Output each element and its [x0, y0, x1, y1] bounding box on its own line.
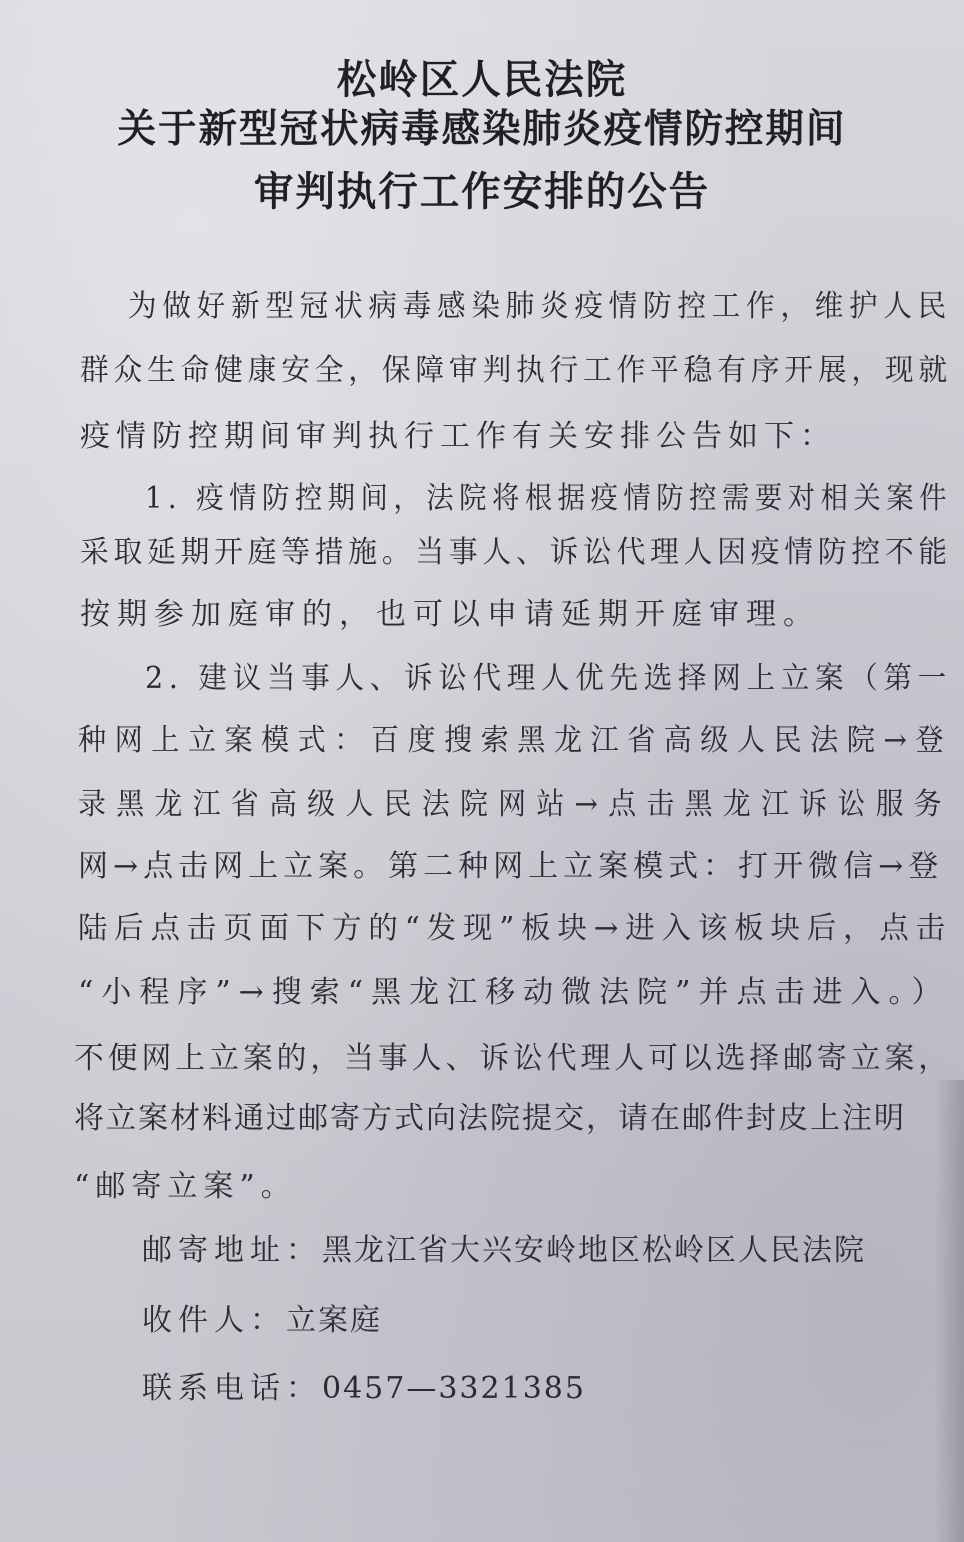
- body-line: 陆后点击页面下方的“发现”板块→进入该板块后，点击: [78, 911, 952, 946]
- notice-title-line: 关于新型冠状病毒感染肺炎疫情防控期间: [117, 107, 847, 152]
- body-line: “小程序”→搜索“黑龙江移动微法院”并点击进入。）: [78, 975, 950, 1010]
- body-line: 按期参加庭审的，也可以申请延期开庭审理。: [80, 597, 820, 632]
- body-line: “邮寄立案”。: [74, 1169, 297, 1204]
- recipient-line: [142, 1303, 382, 1338]
- body-line: 群众生命健康安全，保障审判执行工作平稳有序开展，现就: [80, 353, 952, 388]
- body-line: 将立案材料通过邮寄方式向法院提交，请在邮件封皮上注明: [74, 1101, 906, 1136]
- phone-label: 联系电话：: [142, 1371, 322, 1406]
- phone-value: 0457—3321385: [322, 1371, 586, 1406]
- mailing-address-value: 黑龙江省大兴安岭地区松岭区人民法院: [322, 1233, 866, 1268]
- body-line: 录黑龙江省高级人民法院网站→点击黑龙江诉讼服务: [78, 787, 952, 822]
- body-line: 种网上立案模式：百度搜索黑龙江省高级人民法院→登: [78, 723, 952, 758]
- mailing-address-label: 邮寄地址：: [142, 1233, 322, 1268]
- notice-title-line: 审判执行工作安排的公告: [253, 169, 711, 215]
- recipient-value: 立案庭: [286, 1303, 382, 1338]
- recipient-label: 收件人：: [142, 1303, 286, 1338]
- page-shadow: [934, 1080, 964, 1542]
- body-line: 为做好新型冠状病毒感染肺炎疫情防控工作，维护人民: [128, 289, 952, 324]
- body-line: 疫情防控期间审判执行工作有关安排公告如下：: [80, 419, 836, 454]
- body-line: 2. 建议当事人、诉讼代理人优先选择网上立案（第一: [145, 661, 953, 696]
- body-line: 网→点击网上立案。第二种网上立案模式：打开微信→登: [78, 849, 944, 884]
- court-name-title: 松岭区人民法院: [336, 57, 628, 103]
- body-line: 采取延期开庭等措施。当事人、诉讼代理人因疫情防控不能: [80, 535, 952, 570]
- mailing-address-line: [142, 1233, 866, 1268]
- body-line: 1. 疫情防控期间，法院将根据疫情防控需要对相关案件: [145, 481, 952, 516]
- phone-line: [142, 1371, 586, 1406]
- body-line: 不便网上立案的，当事人、诉讼代理人可以选择邮寄立案，: [74, 1041, 952, 1076]
